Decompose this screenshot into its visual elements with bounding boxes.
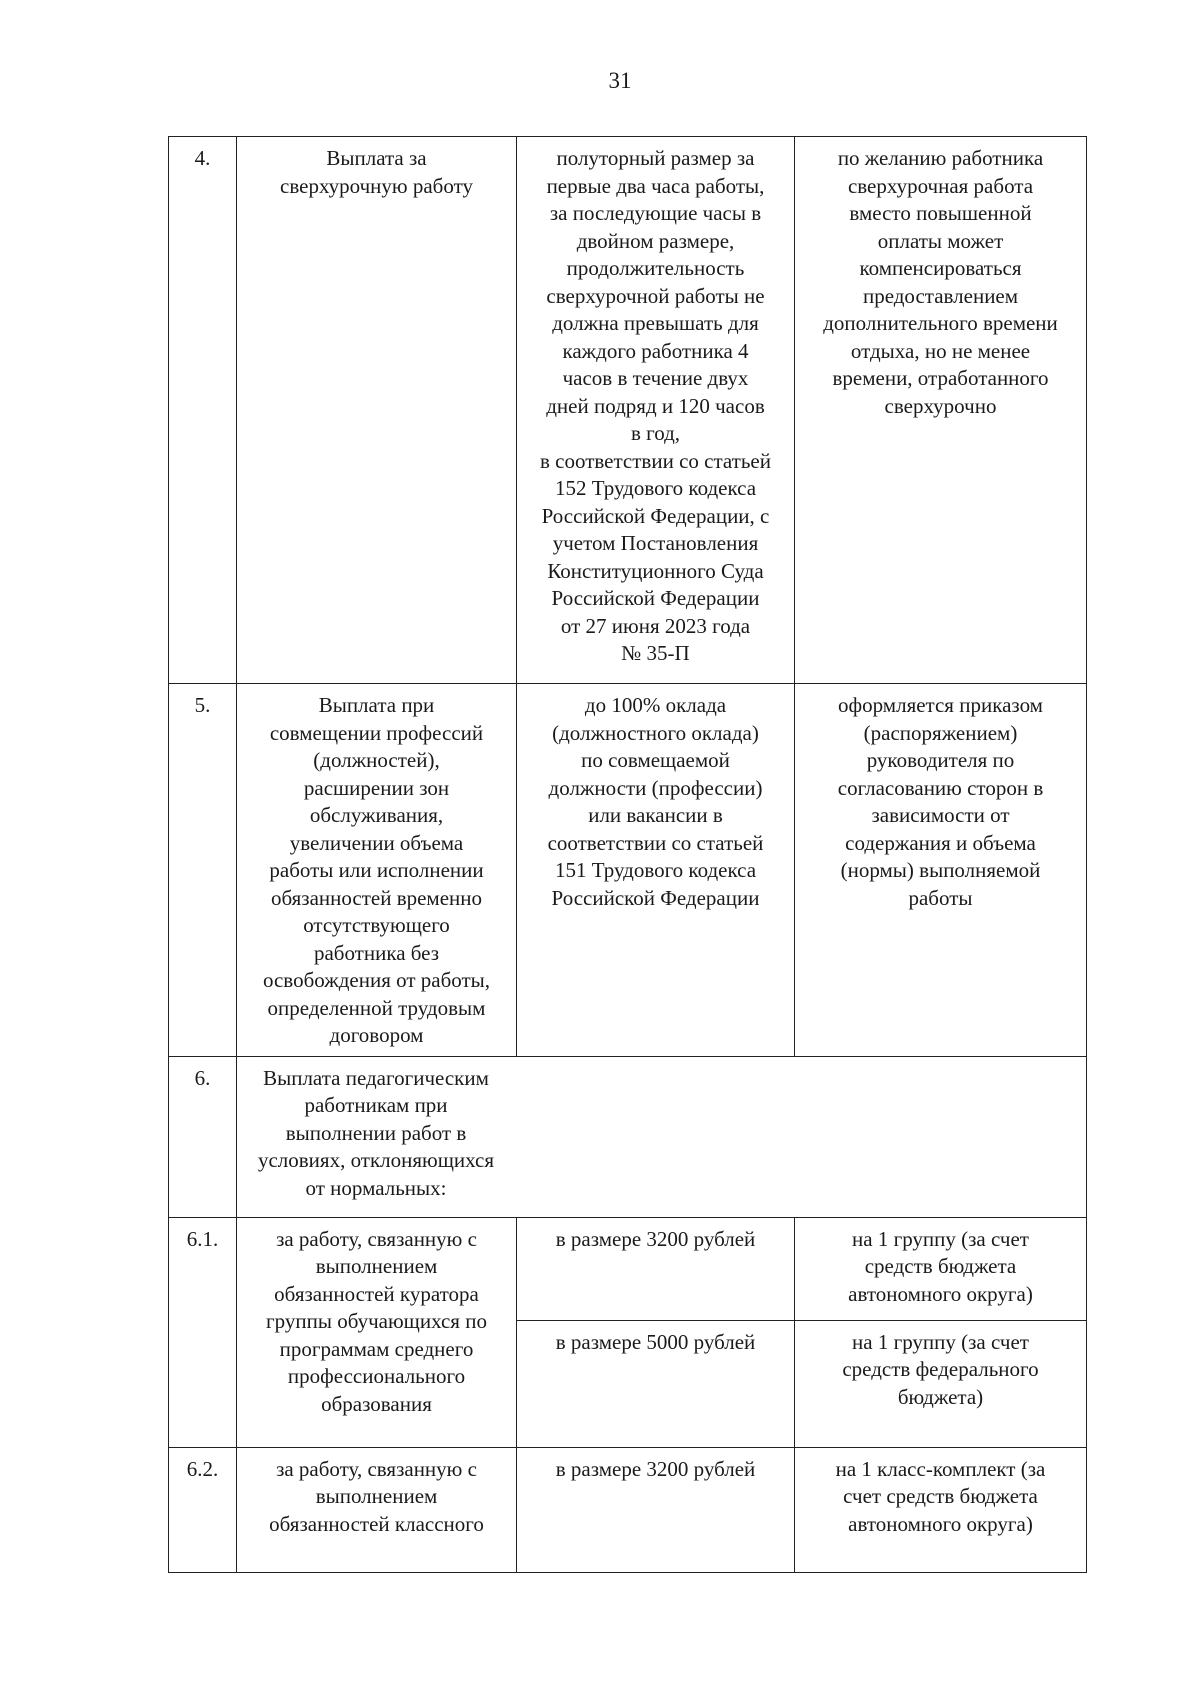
payment-amount-cell: в размере 3200 рублей [517, 1447, 795, 1572]
row-number-cell: 6.2. [169, 1447, 237, 1572]
page-number: 31 [608, 68, 632, 93]
table-row-4 [169, 137, 1087, 684]
payment-amount-cell: в размере 5000 рублей [517, 1320, 795, 1447]
payment-note-cell: оформляется приказом (распоряжением) руководителя по согласованию сторон в зависимости от содержания и объема (нормы) выполняемой работы [795, 684, 1087, 1057]
payment-note-cell: по желанию работника сверхурочная работа вместо повышенной оплаты может компенсироваться предоставлением дополнительного времени отдыха, но не менее времени, отработанного сверхурочно [795, 137, 1087, 684]
payment-note-cell: на 1 класс-комплект (за счет средств бюджета автономного округа) [795, 1447, 1087, 1572]
payment-amount-cell: в размере 3200 рублей [517, 1217, 795, 1320]
payments-table [168, 136, 1087, 1573]
row-number-cell: 5. [169, 684, 237, 1057]
table-row-6-2 [169, 1447, 1087, 1572]
payment-note-cell: на 1 группу (за счет средств федерального бюджета) [795, 1320, 1087, 1447]
payment-name-cell: за работу, связанную с выполнением обязанностей куратора группы обучающихся по программам среднего профессионального образования [237, 1217, 517, 1447]
payment-amount-cell: до 100% оклада (должностного оклада) по совмещаемой должности (профессии) или вакансии в соответствии со статьей 151 Трудового кодекса Российской Федерации [517, 684, 795, 1057]
row-number-cell: 4. [169, 137, 237, 684]
payment-note-cell: на 1 группу (за счет средств бюджета автономного округа) [795, 1217, 1087, 1320]
table-row-6 [169, 1056, 1087, 1217]
section-heading-cell: Выплата педагогическим работникам при выполнении работ в условиях, отклоняющихся от нормальных: [237, 1056, 1087, 1217]
payment-amount-cell: полуторный размер за первые два часа работы, за последующие часы в двойном размере, продолжительность сверхурочной работы не должна превышать для каждого работника 4 часов в течение двух дней подряд и 120 часов в год, в соответствии со статьей 152 Трудового кодекса Российской Федерации, с учетом Постановления Конституционного Суда Российской Федерации от 27 июня 2023 года № 35-П [517, 137, 795, 684]
row-number-cell: 6.1. [169, 1217, 237, 1447]
row-number-cell: 6. [169, 1056, 237, 1217]
payment-name-cell: за работу, связанную с выполнением обязанностей классного [237, 1447, 517, 1572]
payment-name-cell: Выплата за сверхурочную работу [237, 137, 517, 684]
payment-name-cell: Выплата при совмещении профессий (должностей), расширении зон обслуживания, увеличении объема работы или исполнении обязанностей временно отсутствующего работника без освобождения от работы, определенной трудовым договором [237, 684, 517, 1057]
table-row-6-1 [169, 1217, 1087, 1320]
table-row-5 [169, 684, 1087, 1057]
